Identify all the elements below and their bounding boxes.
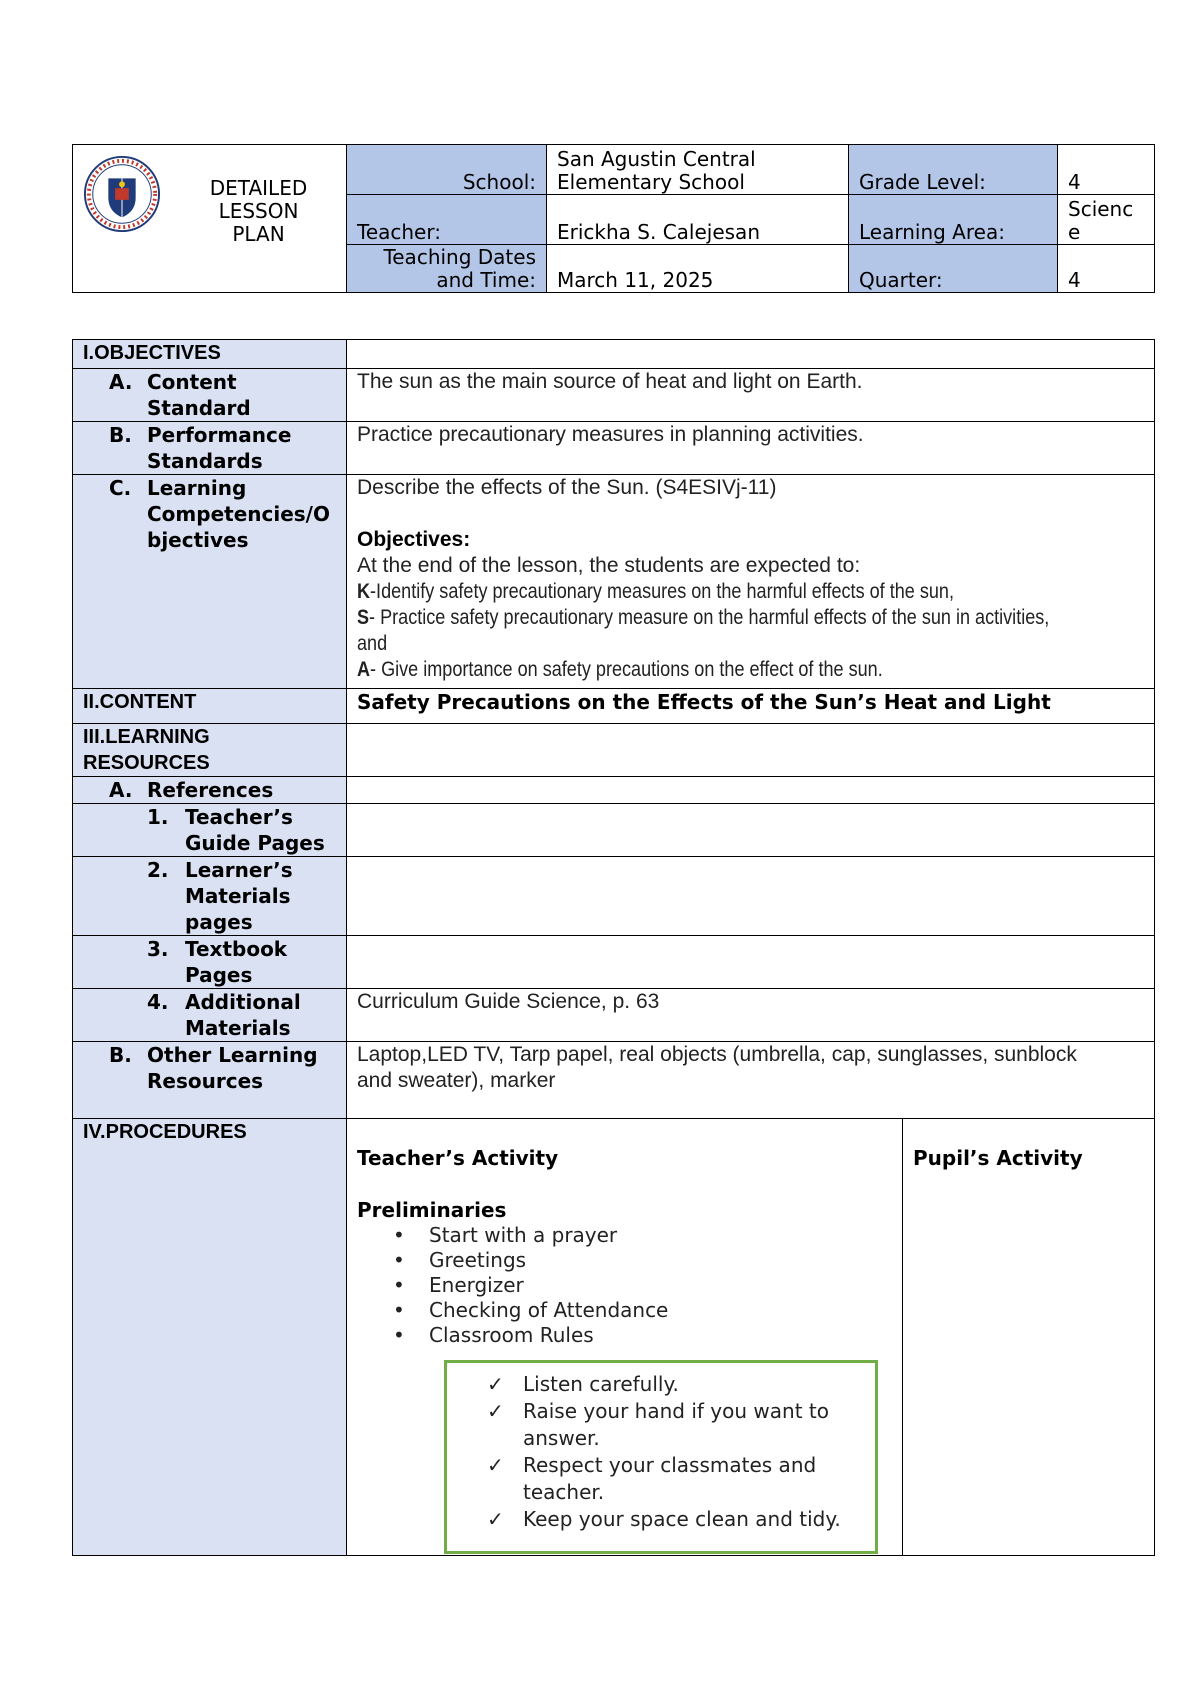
list-item: • Checking of Attendance — [429, 1298, 892, 1323]
objective-a: A- Give importance on safety precautions on the effect of the sun. — [357, 658, 883, 681]
teachers-guide-label: 1. Teacher’s Guide Pages — [73, 804, 347, 857]
checkmark-icon: ✓ — [487, 1453, 504, 1477]
teachers-guide-empty — [347, 804, 1155, 857]
other-resources-label: B. Other Learning Resources — [73, 1042, 347, 1119]
classroom-rules-box — [444, 1360, 878, 1554]
rule-item: ✓ Raise your hand if you want to answer. — [487, 1399, 829, 1450]
grade-value: 4 — [1058, 145, 1155, 195]
rule-item: ✓ Respect your classmates and teacher. — [487, 1453, 817, 1504]
area-label: Learning Area: — [849, 195, 1058, 245]
content-heading: II.CONTENT — [73, 689, 347, 724]
learning-competencies-label: C. Learning Competencies/O bjectives — [73, 475, 347, 689]
list-item: • Energizer — [429, 1273, 892, 1298]
content-title: Safety Precautions on the Effects of the Sun’s Heat and Light — [347, 689, 1155, 724]
teacher-activity-heading: Teacher’s Activity — [357, 1146, 559, 1170]
document-title: DETAILED LESSON PLAN — [209, 176, 308, 246]
header-table — [72, 144, 1155, 293]
learners-materials-label: 2. Learner’s Materials pages — [73, 857, 347, 936]
rule-item: ✓ Keep your space clean and tidy. — [487, 1507, 841, 1531]
competency: Describe the effects of the Sun. (S4ESIVj-11) — [357, 476, 777, 499]
learning-resources-heading: III.LEARNING RESOURCES — [73, 724, 347, 777]
grade-label: Grade Level: — [849, 145, 1058, 195]
learners-materials-empty — [347, 857, 1155, 936]
objectives-intro: At the end of the lesson, the students are expected to: — [357, 554, 861, 577]
pupil-activity-heading: Pupil’s Activity — [913, 1146, 1083, 1170]
dates-label: Teaching Dates and Time: — [347, 245, 547, 293]
objective-s-cont: and — [357, 632, 388, 655]
references-label: A. References — [73, 777, 347, 804]
performance-standards-text: Practice precautionary measures in planning activities. — [347, 422, 1155, 475]
additional-materials-label: 4. Additional Materials — [73, 989, 347, 1042]
learning-competencies-text — [347, 475, 1155, 689]
teacher-value: Erickha S. Calejesan — [547, 195, 849, 245]
textbook-label: 3. Textbook Pages — [73, 936, 347, 989]
deped-seal-logo — [83, 155, 161, 233]
other-resources-text: Laptop,LED TV, Tarp papel, real objects (umbrella, cap, sunglasses, sunblock and sweater), marker — [347, 1042, 1155, 1119]
textbook-empty — [347, 936, 1155, 989]
school-label: School: — [347, 145, 547, 195]
teacher-label: Teacher: — [347, 195, 547, 245]
objectives-heading: I.OBJECTIVES — [73, 340, 347, 369]
learning-resources-empty — [347, 724, 1155, 777]
rule-item: ✓ Listen carefully. — [487, 1372, 679, 1396]
objectives-subheading: Objectives: — [357, 528, 471, 551]
checkmark-icon: ✓ — [487, 1372, 504, 1396]
preliminaries-list — [357, 1223, 892, 1348]
quarter-label: Quarter: — [849, 245, 1058, 293]
logo-cell — [73, 145, 347, 293]
dates-value: March 11, 2025 — [547, 245, 849, 293]
content-standard-text: The sun as the main source of heat and light on Earth. — [347, 369, 1155, 422]
list-item: • Classroom Rules — [429, 1323, 892, 1348]
quarter-value: 4 — [1058, 245, 1155, 293]
area-value: Scienc e — [1058, 195, 1155, 245]
checkmark-icon: ✓ — [487, 1399, 504, 1423]
pupil-activity-cell — [903, 1119, 1155, 1556]
list-item: • Start with a prayer — [429, 1223, 892, 1248]
checkmark-icon: ✓ — [487, 1507, 504, 1531]
list-item: • Greetings — [429, 1248, 892, 1273]
content-standard-label: A. Content Standard — [73, 369, 347, 422]
additional-materials-text: Curriculum Guide Science, p. 63 — [347, 989, 1155, 1042]
preliminaries-heading: Preliminaries — [357, 1198, 507, 1222]
references-empty — [347, 777, 1155, 804]
objectives-empty-cell — [347, 340, 1155, 369]
objective-s: S- Practice safety precautionary measure on the harmful effects of the sun in activities, — [357, 606, 1050, 629]
procedures-heading: IV.PROCEDURES — [73, 1119, 347, 1556]
school-value: San Agustin Central Elementary School — [547, 145, 849, 195]
objective-k: K-Identify safety precautionary measures on the harmful effects of the sun, — [357, 580, 954, 603]
performance-standards-label: B. Performance Standards — [73, 422, 347, 475]
